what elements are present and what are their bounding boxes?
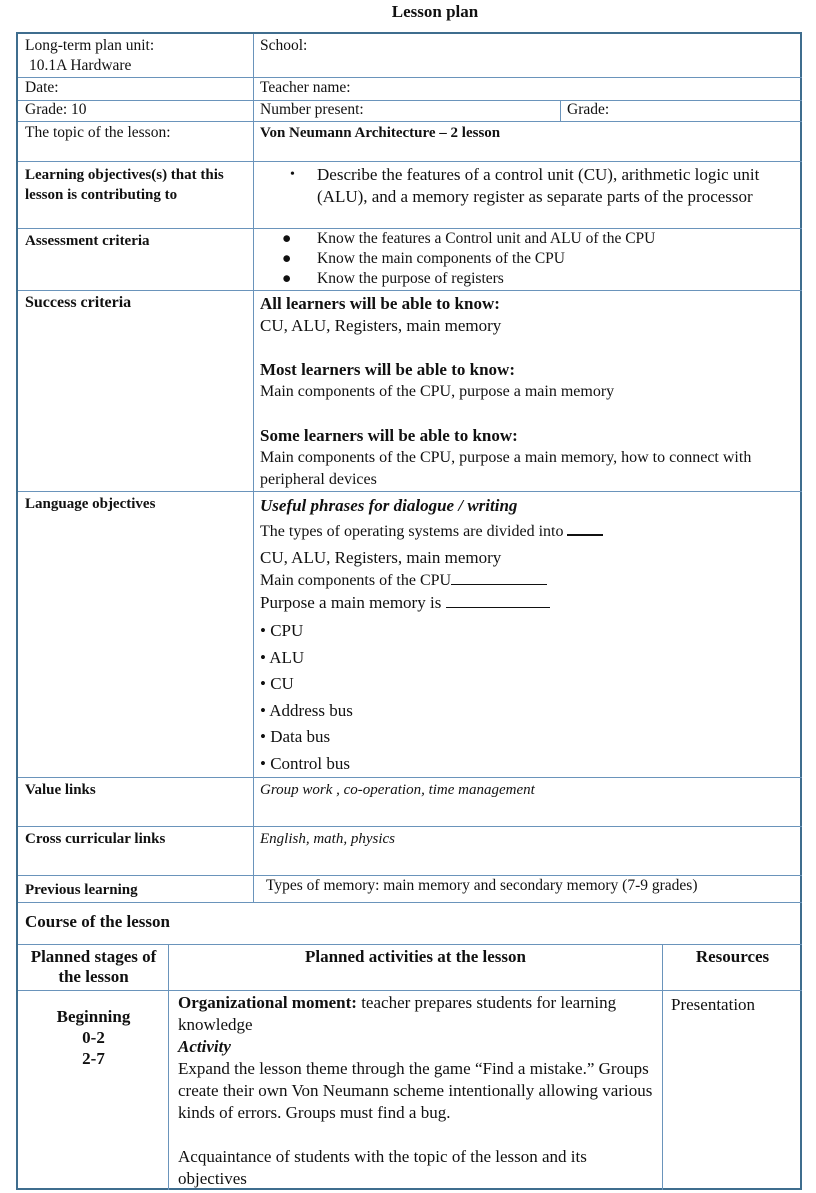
cross-curricular-value: English, math, physics — [260, 831, 395, 847]
lesson-plan-table — [16, 32, 802, 1190]
column-header-resources: Resources — [695, 947, 770, 966]
list-item: • CPU — [260, 621, 304, 640]
list-item: • Control bus — [260, 753, 351, 773]
language-heading: Useful phrases for dialogue / writing — [260, 496, 518, 515]
stage-cell-beginning — [18, 990, 168, 1190]
long-term-plan-value: 10.1A Hardware — [29, 57, 132, 74]
previous-learning-value: Types of memory: main memory and secondary memory (7-9 grades) — [266, 877, 698, 894]
long-term-plan-label: Long-term plan unit: — [25, 37, 155, 54]
success-some-text: Main components of the CPU, purpose a main memory, how to connect with peripheral devices — [260, 449, 752, 488]
success-most-heading: Most learners will be able to know: — [260, 360, 515, 379]
list-item: ● Know the purpose of registers — [282, 270, 504, 287]
fill-blank — [567, 520, 603, 536]
stage-name: Beginning — [56, 1007, 131, 1026]
language-objectives-label: Language objectives — [25, 496, 156, 512]
language-line: CU, ALU, Registers, main memory — [260, 548, 502, 567]
stage-time: 0-2 — [82, 1028, 105, 1047]
list-item: • Address bus — [260, 700, 353, 720]
school-cell — [253, 34, 802, 77]
assessment-cell — [253, 228, 802, 290]
teacher-name-label: Teacher name: — [260, 79, 351, 96]
success-all-text: CU, ALU, Registers, main memory — [260, 316, 502, 335]
column-header-activities: Planned activities at the lesson — [305, 947, 526, 966]
success-criteria-label: Success criteria — [25, 294, 132, 311]
language-terms-list — [260, 618, 796, 777]
cross-curricular-label-cell — [18, 826, 253, 875]
bullet-icon: • — [260, 647, 266, 667]
topic-value: Von Neumann Architecture – 2 lesson — [260, 125, 501, 141]
success-criteria-label-cell — [18, 290, 253, 491]
bullet-icon: ● — [282, 230, 292, 247]
list-item: • CU — [260, 674, 294, 693]
topic-label: The topic of the lesson: — [25, 124, 171, 141]
stage-time: 2-7 — [82, 1049, 105, 1068]
number-present-cell — [253, 100, 560, 121]
date-label: Date: — [25, 79, 59, 96]
fill-blank — [451, 570, 547, 585]
activity-heading: Activity — [178, 1037, 231, 1056]
bullet-icon: • — [260, 700, 266, 720]
cross-curricular-label: Cross curricular links — [25, 831, 166, 847]
course-of-lesson-heading: Course of the lesson — [25, 912, 170, 931]
assessment-label: Assessment criteria — [25, 233, 150, 249]
bullet-icon: • — [260, 621, 266, 640]
grade-label: Grade: 10 — [25, 101, 87, 118]
previous-learning-label-cell — [18, 875, 253, 902]
value-links-label-cell — [18, 777, 253, 826]
list-item: • ALU — [260, 647, 305, 667]
list-item: • Describe the features of a control unit (CU), arithmetic logic unit (ALU), and a memory register as separate parts of the processor — [290, 165, 760, 206]
learning-objectives-list — [260, 164, 796, 208]
bullet-icon: • — [290, 167, 295, 182]
previous-learning-cell — [253, 875, 802, 902]
grade2-cell — [560, 100, 802, 121]
success-all-heading: All learners will be able to know: — [260, 294, 500, 313]
value-links-label: Value links — [25, 782, 96, 798]
value-links-cell — [253, 777, 802, 826]
previous-learning-label: Previous learning — [25, 882, 138, 898]
school-label: School: — [260, 37, 308, 54]
column-header-stages: Planned stages of the lesson — [30, 947, 157, 986]
document-title: Lesson plan — [391, 2, 479, 21]
bullet-icon: • — [260, 674, 266, 693]
activities-cell-beginning — [168, 990, 662, 1190]
grade2-label: Grade: — [567, 101, 610, 118]
fill-blank — [446, 593, 550, 608]
bullet-icon: ● — [282, 270, 292, 287]
language-line: The types of operating systems are divided into — [260, 518, 796, 546]
activity-text: Expand the lesson theme through the game “Find a mistake.” Groups create their own Von Neumann scheme intentionally allowing various kinds of errors. Groups must find a bug. — [178, 1059, 653, 1122]
topic-label-cell — [18, 121, 253, 161]
teacher-cell — [253, 77, 802, 100]
learning-objectives-label: Learning objectives(s) that this lesson is contributing to — [25, 167, 224, 203]
language-objectives-label-cell — [18, 491, 253, 777]
bullet-icon: • — [260, 753, 266, 773]
cross-curricular-cell — [253, 826, 802, 875]
language-line: Purpose a main memory is — [260, 591, 796, 615]
success-some-heading: Some learners will be able to know: — [260, 426, 518, 445]
resource-value: Presentation — [671, 995, 756, 1014]
language-objectives-cell — [253, 491, 802, 777]
value-links-value: Group work , co-operation, time management — [260, 782, 535, 798]
course-of-lesson-heading-cell — [18, 902, 802, 944]
number-present-label: Number present: — [260, 101, 364, 118]
assessment-label-cell — [18, 228, 253, 290]
date-cell — [18, 77, 253, 100]
resources-cell-beginning — [662, 990, 802, 1190]
acquaintance-text: Acquaintance of students with the topic of the lesson and its objectives — [178, 1147, 587, 1188]
bullet-icon: • — [260, 727, 266, 746]
learning-objectives-cell — [253, 161, 802, 228]
org-moment-heading: Organizational moment: — [178, 993, 357, 1012]
learning-objectives-label-cell — [18, 161, 253, 228]
language-line: Main components of the CPU — [260, 570, 796, 591]
bullet-icon: ● — [282, 250, 292, 267]
success-most-text: Main components of the CPU, purpose a main memory — [260, 383, 615, 400]
assessment-list — [260, 229, 796, 289]
success-criteria-cell — [253, 290, 802, 491]
long-term-plan-cell — [18, 34, 253, 77]
org-moment-text: teacher prepares students for learning knowledge — [178, 993, 617, 1034]
list-item: ● Know the main components of the CPU — [282, 250, 565, 267]
grade-cell — [18, 100, 253, 121]
organizational-moment — [178, 992, 656, 1036]
list-item: • Data bus — [260, 727, 331, 746]
topic-value-cell — [253, 121, 802, 161]
list-item: ● Know the features a Control unit and ALU of the CPU — [282, 230, 656, 247]
